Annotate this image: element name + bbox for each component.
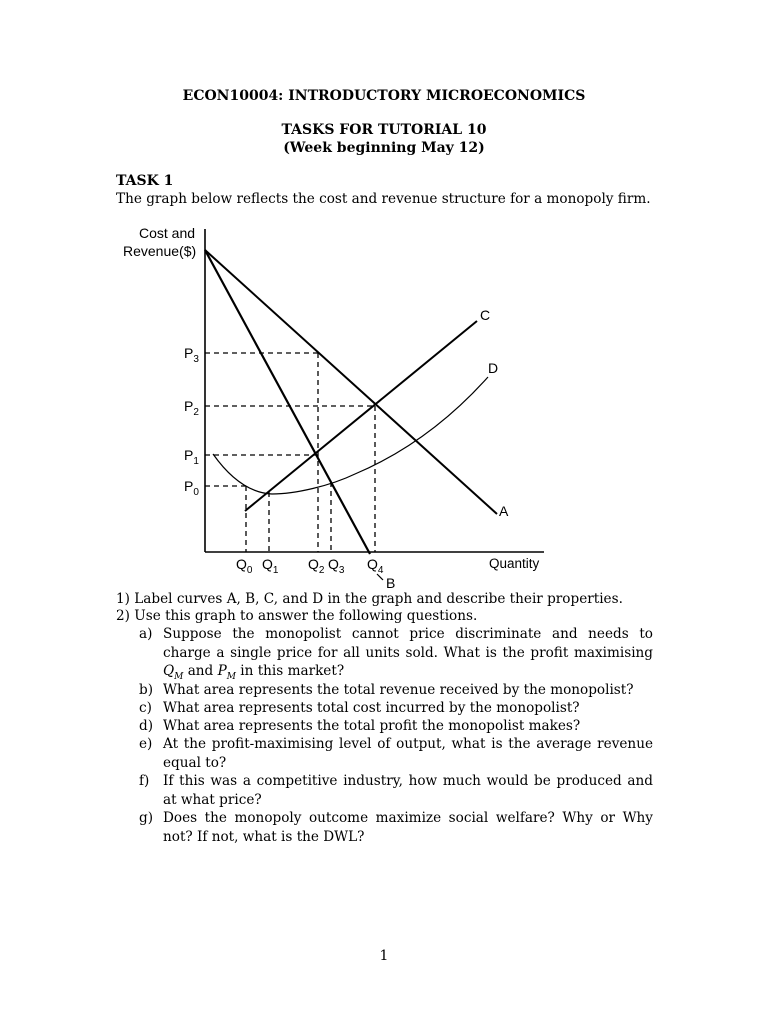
quantity-label-q0: $Q_0$ [236,556,253,576]
subquestion-a [139,625,653,686]
curve-b [205,250,370,554]
subquestion-d-text: What area represents the total profit the monopolist makes? [163,718,581,734]
price-label-p3: $P_3$ [184,345,199,365]
subquestion-c [139,699,653,718]
subquestion-f-text: If this was a competitive industry, how much would be produced and at what price? [163,773,653,808]
quantity-label-q1: $Q_1$ [262,556,279,576]
y-axis-label-line1: Cost and [139,225,196,241]
subquestion-c-text: What area represents total cost incurred by the monopolist? [163,700,580,716]
price-label-p2: $P_2$ [184,398,199,418]
week-subtitle: (Week beginning May 12) [283,140,485,156]
question-1: 1) Label curves A, B, C, and D in the graph and describe their properties. [116,591,623,607]
subquestion-g-text: Does the monopoly outcome maximize social welfare? Why or Why not? If not, what is the DWL? [163,810,653,845]
subquestion-g-label: g) [139,810,154,826]
subquestion-e-text: At the profit-maximising level of output, what is the average revenue equal to? [163,736,653,771]
subquestion-a-label: a) [139,626,153,642]
curve-c [245,321,477,511]
course-title: ECON10004: INTRODUCTORY MICROECONOMICS [182,88,586,104]
subquestion-d-label: d) [139,718,154,734]
curve-d [213,377,488,494]
subquestion-c-label: c) [139,700,152,716]
quantity-label-q4: $Q_4$ [367,556,384,576]
subquestion-b [139,681,653,700]
price-label-p0: $P_0$ [184,478,199,498]
curve-label-c: C [480,307,491,323]
subquestion-d [139,717,653,736]
curve-label-d: D [488,360,499,376]
subquestion-g [139,809,653,846]
subquestion-b-text: What area represents the total revenue received by the monopolist? [163,682,634,698]
subquestion-e-label: e) [139,736,153,752]
quantity-label-q3: $Q_3$ [328,556,345,576]
subquestion-e [139,735,653,772]
question-2: 2) Use this graph to answer the following questions. [116,608,478,624]
quantity-label-q2: $Q_2$ [308,556,325,576]
subquestion-f-label: f) [139,773,150,789]
curve-label-b: B [386,575,396,591]
task-intro: The graph below reflects the cost and revenue structure for a monopoly firm. [116,191,651,207]
subquestion-a-text: Suppose the monopolist cannot price discriminate and needs to charge a single price for all units sold. What is the profit maximising $Q_M$ and $P_M$ in this market? [163,626,653,682]
price-label-p1: $P_1$ [184,447,199,467]
y-axis-label-line2: Revenue($) [123,243,197,259]
curve-label-a: A [499,503,509,519]
subquestion-b-label: b) [139,682,154,698]
curve-a [205,250,497,514]
subquestion-f [139,772,653,809]
tutorial-title: TASKS FOR TUTORIAL 10 [281,122,487,138]
x-axis-label: Quantity [489,556,540,571]
page-number: 1 [379,948,389,964]
task-heading: TASK 1 [116,173,174,189]
